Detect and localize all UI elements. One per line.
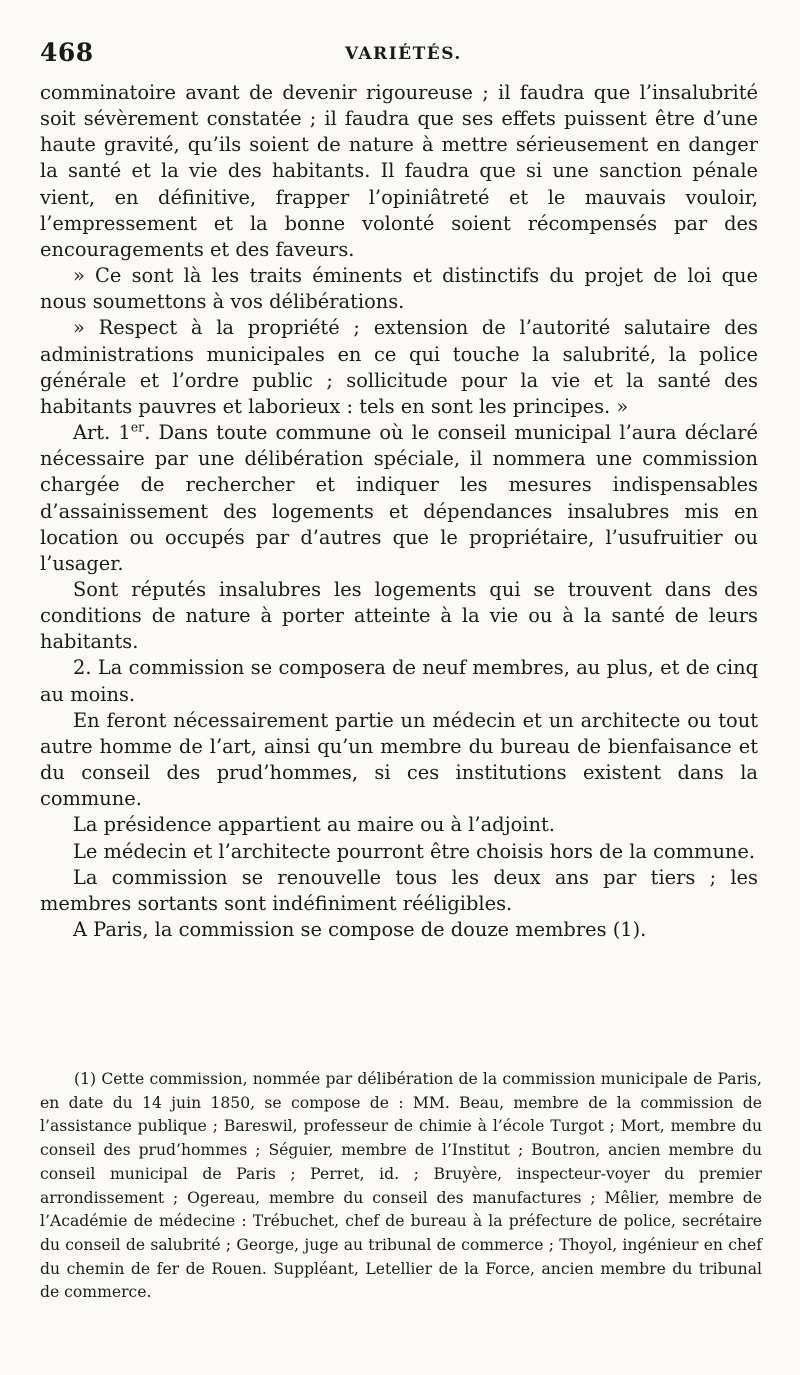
page-number: 468: [40, 38, 94, 67]
paragraph-insalubres: Sont réputés insalubres les logements qui se trouvent dans des conditions de nature à porter atteinte à la vie ou à la santé de leurs habitants.: [40, 577, 758, 654]
paragraph-comminatoire: comminatoire avant de devenir rigoureuse ; il faudra que l’insalubrité soit sévèrement constatée ; il faudra que ses effets puissent être d’une haute gravité, qu’ils soient de nature à mettre sérieusement en danger la santé et la vie des habitants. Il faudra que si une sanction pénale vient, en définitive, frapper l’opiniâtreté et le mauvais vouloir, l’empressement et la bonne volonté soient récompensés par des encouragements et des faveurs.: [40, 81, 758, 261]
article-1-text: . Dans toute commune où le conseil municipal l’aura déclaré nécessaire par une délibération spéciale, il nommera une commission chargée de rechercher et indiquer les mesures indispensables d’assainissement des logements et dépendances insalubres mis en location ou occupés par d’autres que le propriétaire, l’usufruitier ou l’usager.: [40, 421, 758, 575]
paragraph-medecin-architecte: En feront nécessairement partie un médecin et un architecte ou tout autre homme de l’art, ainsi qu’un membre du bureau de bienfaisance et du conseil des prud’hommes, si ces institutions existent dans la commune.: [40, 708, 758, 811]
article-1: [40, 420, 758, 577]
paragraph-respect-propriete: » Respect à la propriété ; extension de l’autorité salutaire des administrations municipales en ce qui touche la salubrité, la police générale et l’ordre public ; sollicitude pour la vie et la santé des habitants pauvres et laborieux : tels en sont les principes. »: [40, 316, 758, 418]
footnote: [40, 1068, 762, 1305]
paragraph-hors-commune: Le médecin et l’architecte pourront être choisis hors de la commune.: [73, 839, 756, 863]
article-2: 2. La commission se composera de neuf membres, au plus, et de cinq au moins.: [40, 656, 758, 706]
footnote-text: (1) Cette commission, nommée par délibération de la commission municipale de Paris, en date du 14 juin 1850, se compose de : MM. Beau, membre de la commission de l’assistance publique ; Bareswil, professeur de chimie à l’école Turgot ; Mort, membre du conseil des prud’hommes ; Séguier, membre de l’Institut ; Boutron, ancien membre du conseil municipal de Paris ; Perret, id. ; Bruyère, inspecteur-voyer du premier arrondissement ; Ogereau, membre du conseil des manufactures ; Mêlier, membre de l’Académie de médecine : Trébuchet, chef de bureau à la préfecture de police, secrétaire du conseil de salubrité ; George, juge au tribunal de commerce ; Thoyol, ingénieur en chef du chemin de fer de Rouen. Suppléant, Letellier de la Force, ancien membre du tribunal de commerce.: [40, 1070, 762, 1302]
paragraph-renouvellement: La commission se renouvelle tous les deux ans par tiers ; les membres sortants sont indéfiniment rééligibles.: [40, 865, 758, 915]
paragraph-paris-commission: A Paris, la commission se compose de douze membres (1).: [73, 918, 647, 941]
paragraph-traits-eminents: » Ce sont là les traits éminents et distinctifs du projet de loi que nous soumettons à vos délibérations.: [40, 264, 758, 314]
running-head: VARIÉTÉS.: [345, 44, 462, 64]
paragraph-presidence: La présidence appartient au maire ou à l’adjoint.: [73, 813, 555, 837]
page-header: [40, 38, 760, 78]
article-1-label: Art. 1: [73, 421, 131, 445]
main-text: [40, 80, 758, 943]
article-1-superscript: er: [130, 419, 145, 435]
